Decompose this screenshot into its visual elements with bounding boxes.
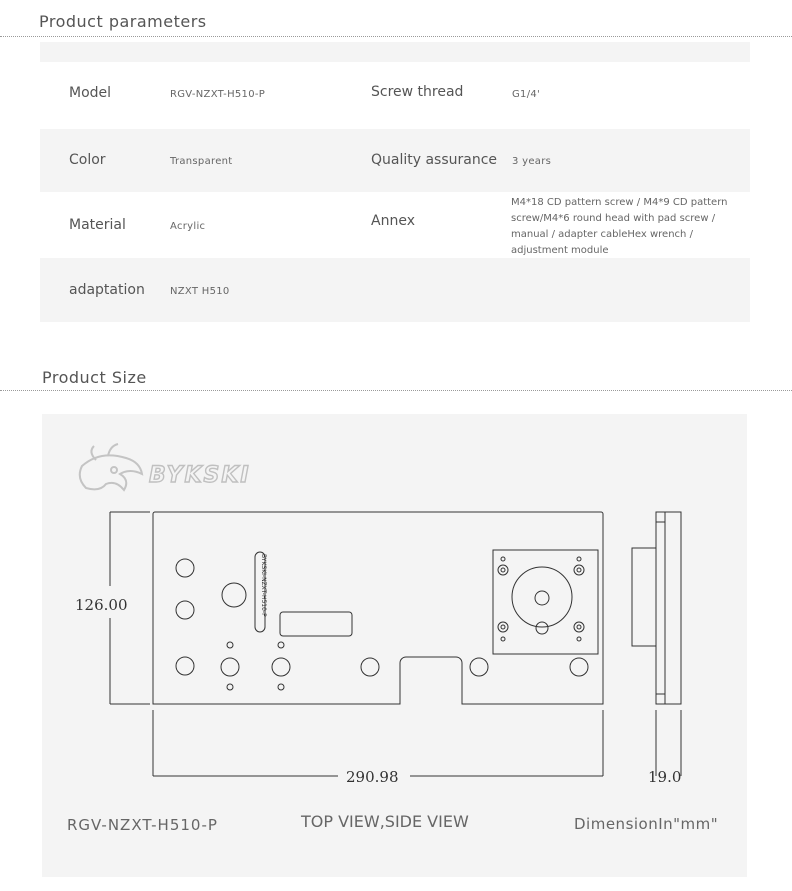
plate-engraved-label: BYKSKI-NZXT-H510-P <box>260 554 267 617</box>
side-view <box>632 512 681 776</box>
table-header-band <box>40 42 750 62</box>
mount-hole <box>570 658 588 676</box>
window-cutout <box>280 612 352 636</box>
mount-hole <box>176 601 194 619</box>
param-label-screw-thread: Screw thread <box>371 84 464 100</box>
unit-caption: DimensionIn"mm" <box>574 815 719 833</box>
table-row-band <box>40 258 750 322</box>
screw-hole <box>278 642 284 648</box>
dotted-divider <box>0 390 792 391</box>
model-caption: RGV-NZXT-H510-P <box>67 816 218 834</box>
param-value-color: Transparent <box>170 156 233 167</box>
pump-outlet <box>536 622 548 634</box>
brand-wordmark: BYKSKI <box>149 463 251 488</box>
screw-hole <box>227 642 233 648</box>
param-label-model: Model <box>69 85 112 101</box>
section-header-product-parameters <box>0 12 792 40</box>
dotted-divider <box>0 36 792 37</box>
param-label-adaptation: adaptation <box>69 282 145 298</box>
view-caption: TOP VIEW,SIDE VIEW <box>301 812 469 831</box>
width-dimension-value: 290.98 <box>346 768 399 786</box>
fitting-hole <box>221 658 239 676</box>
param-label-quality: Quality assurance <box>371 152 498 168</box>
param-value-screw-thread: G1/4' <box>512 89 541 100</box>
mount-hole <box>470 658 488 676</box>
param-label-annex: Annex <box>371 213 415 229</box>
pump-center-icon <box>535 591 549 605</box>
width-dimension-line <box>153 710 603 776</box>
screw-hole <box>227 684 233 690</box>
screw-hole <box>278 684 284 690</box>
mount-hole <box>176 657 194 675</box>
dimension-drawing-panel <box>42 414 747 877</box>
fitting-hole <box>272 658 290 676</box>
section-title: Product parameters <box>39 12 207 31</box>
technical-drawing <box>42 414 747 877</box>
plate-outline <box>153 512 603 704</box>
depth-dimension-value: 19.0 <box>648 768 682 786</box>
param-value-annex: M4*18 CD pattern screw / M4*9 CD pattern screw/M4*6 round head with pad screw / manual / adapter cableHex wrench / adjustment module <box>511 197 728 256</box>
param-label-material: Material <box>69 217 126 233</box>
param-label-color: Color <box>69 152 106 168</box>
param-value-model: RGV-NZXT-H510-P <box>170 89 266 100</box>
pump-housing <box>512 567 572 627</box>
dragon-logo-icon <box>80 444 142 490</box>
height-dimension-value: 126.00 <box>75 596 128 614</box>
section-header-product-size <box>0 368 792 396</box>
section-title: Product Size <box>42 368 147 387</box>
large-port-hole <box>222 583 246 607</box>
param-value-adaptation: NZXT H510 <box>170 286 230 297</box>
param-value-material: Acrylic <box>170 221 206 232</box>
param-value-quality: 3 years <box>512 156 552 167</box>
mount-hole <box>176 559 194 577</box>
mount-hole <box>361 658 379 676</box>
